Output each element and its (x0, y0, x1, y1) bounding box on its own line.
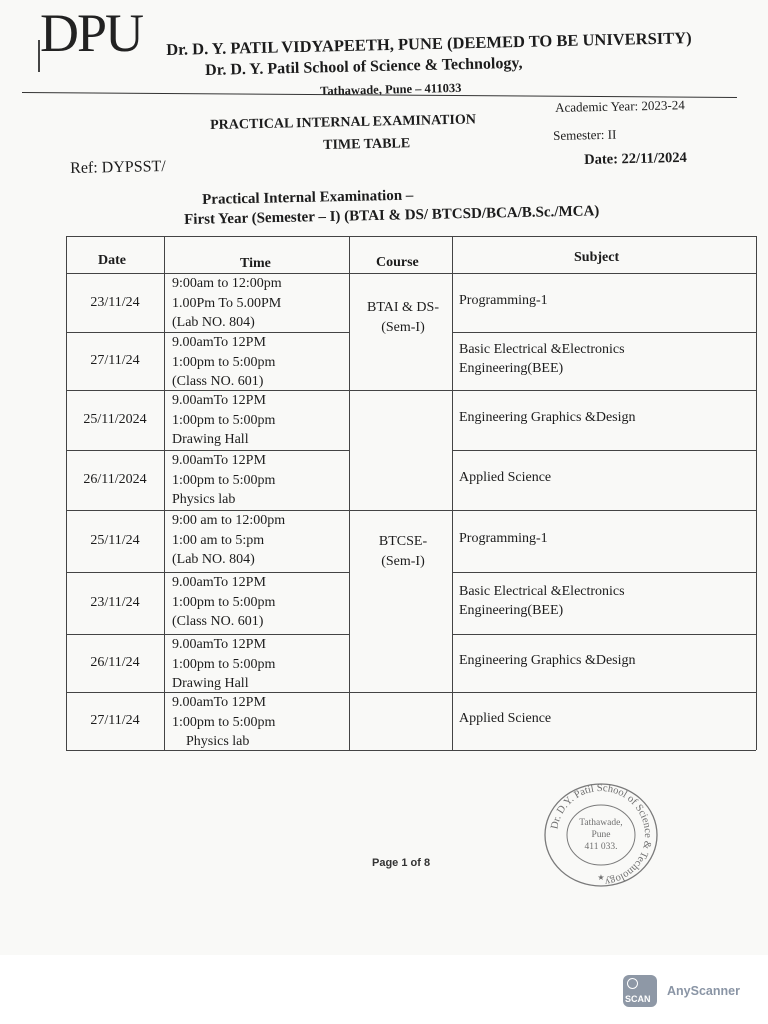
time-line: (Lab NO. 804) (172, 552, 255, 567)
stamp-star-icon: ★ (597, 873, 605, 882)
subject-line: Engineering(BEE) (459, 603, 564, 618)
header-date: Date (98, 253, 126, 268)
semester: Semester: II (553, 126, 617, 143)
time-line: Physics lab (186, 734, 250, 749)
reference-number: Ref: DYPSST/ (70, 157, 166, 177)
date-cell: 26/11/2024 (83, 472, 147, 487)
table-row-divider (452, 572, 756, 573)
subject-cell (459, 468, 551, 488)
time-line: 9.00amTo 12PM (172, 393, 266, 408)
time-line: Physics lab (172, 492, 236, 507)
header-subject: Subject (574, 250, 620, 265)
scanner-app-icon (623, 975, 657, 1007)
dpu-logo: DPU (40, 3, 143, 63)
subject-cell (459, 582, 625, 621)
subject-line: Programming-1 (459, 292, 548, 308)
subject-cell (459, 340, 625, 379)
table-border-top (66, 236, 756, 237)
issue-date: Date: 22/11/2024 (584, 149, 688, 168)
time-cell (172, 451, 275, 510)
course-group-2 (348, 532, 458, 571)
table-row-divider (452, 634, 756, 635)
school-name: Dr. D. Y. Patil School of Science & Technology, (205, 54, 523, 79)
subject-line: Engineering Graphics &Design (459, 410, 636, 426)
time-cell (172, 693, 275, 752)
subject-cell (459, 709, 551, 729)
time-line: 1:00pm to 5:00pm (172, 594, 276, 610)
date-cell: 27/11/24 (90, 353, 140, 368)
time-line: 1:00pm to 5:00pm (172, 412, 276, 428)
school-seal-stamp (541, 780, 661, 890)
time-cell (172, 391, 275, 450)
exam-subtitle-line1: Practical Internal Examination – (202, 187, 414, 208)
stamp-center-line1: Tathawade, (579, 818, 623, 828)
table-row-divider (349, 390, 452, 391)
scanner-watermark (623, 975, 740, 1007)
subject-line: Engineering(BEE) (459, 361, 564, 376)
date-cell: 25/11/24 (90, 533, 140, 548)
subject-line: Basic Electrical &Electronics (459, 341, 625, 357)
course-group-1-line1: BTAI & DS- (367, 300, 439, 315)
page-number: Page 1 of 8 (372, 857, 431, 869)
doc-title-line1: PRACTICAL INTERNAL EXAMINATION (210, 112, 477, 133)
subject-line: Engineering Graphics &Design (459, 653, 636, 669)
academic-year: Academic Year: 2023-24 (555, 97, 685, 115)
time-line: 9.00amTo 12PM (172, 453, 266, 468)
time-line: 9.00amTo 12PM (172, 575, 266, 590)
time-cell (172, 333, 275, 392)
time-line: Drawing Hall (172, 432, 249, 447)
date-cell: 26/11/24 (90, 655, 140, 670)
time-cell (172, 274, 282, 333)
subject-cell (459, 291, 548, 311)
table-row-divider (452, 692, 756, 693)
subject-cell (459, 408, 636, 428)
table-column-divider (756, 236, 757, 750)
table-column-divider (66, 236, 67, 750)
course-group-2-line2: (Sem-I) (381, 553, 425, 569)
subject-line: Applied Science (459, 470, 552, 486)
time-line: 1.00Pm To 5.00PM (172, 295, 282, 311)
time-line: 9:00am to 12:00pm (172, 276, 282, 291)
subject-cell (459, 651, 636, 671)
exam-subtitle-line2: First Year (Semester – I) (BTAI & DS/ BTCSD/BCA/B.Sc./MCA) (184, 203, 600, 228)
table-row-divider (66, 273, 756, 274)
time-line: 1:00pm to 5:00pm (172, 714, 276, 730)
header-time: Time (240, 256, 271, 271)
logo-mark (38, 40, 40, 72)
time-line: 9.00amTo 12PM (172, 335, 266, 350)
scanner-icon-text: SCAN (625, 994, 651, 1004)
table-column-divider (349, 236, 350, 750)
course-group-2-line1: BTCSE- (378, 534, 428, 549)
date-cell: 25/11/2024 (83, 412, 147, 427)
time-cell (172, 635, 275, 694)
course-group-1-line2: (Sem-I) (381, 319, 425, 335)
date-cell: 23/11/24 (90, 294, 140, 310)
time-line: 1:00pm to 5:00pm (172, 354, 276, 370)
time-line: 9.00amTo 12PM (172, 637, 266, 652)
date-cell: 23/11/24 (90, 595, 140, 610)
course-group-1 (348, 298, 458, 337)
stamp-ring-text: Dr. D.Y. Patil School of Science & Technology (549, 782, 654, 887)
time-line: (Lab NO. 804) (172, 315, 255, 330)
stamp-center-line3: 411 033. (584, 842, 618, 852)
time-cell (172, 511, 285, 570)
table-row-divider (452, 450, 756, 451)
subject-line: Programming-1 (459, 531, 548, 547)
subject-cell (459, 529, 548, 549)
time-line: 9:00 am to 12:00pm (172, 513, 286, 528)
time-line: 9.00amTo 12PM (172, 695, 266, 710)
stamp-center-line2: Pune (591, 830, 611, 840)
time-cell (172, 573, 275, 632)
table-row-divider (66, 510, 756, 511)
subject-line: Applied Science (459, 711, 552, 727)
table-row-divider (452, 390, 756, 391)
scanner-app-name: AnyScanner (667, 984, 740, 998)
time-line: 1:00pm to 5:00pm (172, 656, 276, 672)
time-line: 1:00 am to 5:pm (172, 532, 265, 548)
school-address: Tathawade, Pune – 411033 (320, 80, 462, 98)
table-border-bottom (66, 750, 756, 751)
subject-line: Basic Electrical &Electronics (459, 583, 625, 599)
table-row-divider (349, 692, 452, 693)
institution-name: Dr. D. Y. PATIL VIDYAPEETH, PUNE (DEEMED TO BE UNIVERSITY) (166, 28, 692, 59)
time-line: Drawing Hall (172, 676, 249, 691)
date-cell: 27/11/24 (90, 713, 140, 728)
time-line: 1:00pm to 5:00pm (172, 472, 276, 488)
time-line: (Class NO. 601) (172, 374, 264, 389)
time-line: (Class NO. 601) (172, 614, 264, 629)
doc-title-line2: TIME TABLE (323, 136, 411, 153)
header-course: Course (376, 255, 419, 270)
table-column-divider (164, 236, 165, 750)
table-row-divider (452, 332, 756, 333)
timetable (66, 236, 756, 750)
table-column-divider (452, 236, 453, 750)
